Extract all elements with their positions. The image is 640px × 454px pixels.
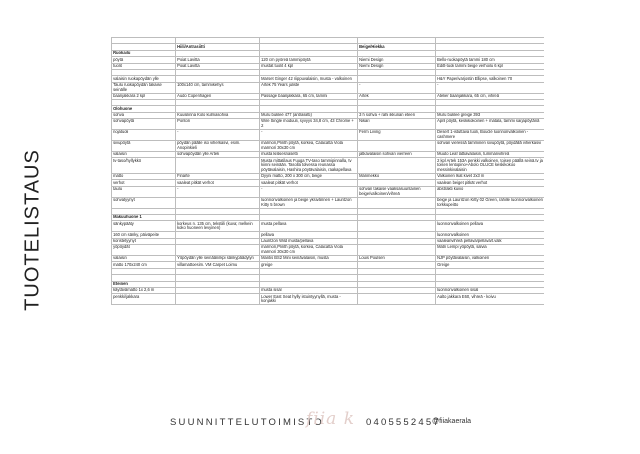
table-cell[interactable]: beige ja Lauritzon Kitty 02 Green, rahille luonnonvalkoinen torkkupeitto xyxy=(437,197,543,207)
table-cell[interactable]: mustat tuolit 4 kpl xyxy=(260,63,358,69)
table-cell[interactable]: luonnonvalkoinen pellava xyxy=(436,221,545,232)
table-cell[interactable]: Eteinen xyxy=(112,281,176,287)
table-cell[interactable]: musta pellava xyxy=(260,221,358,232)
table-cell[interactable] xyxy=(358,141,436,152)
table-cell[interactable]: Artek 75 Years juliste xyxy=(260,82,358,93)
table-cell[interactable]: 3 h sohva + rahi ikkunan eteen xyxy=(358,112,436,118)
table-cell[interactable]: käytävämatto 1x 2,6 m xyxy=(112,287,176,293)
footer-instagram: @fiiakaerala xyxy=(432,418,472,425)
table-cell[interactable]: penkki/jakkara xyxy=(112,294,176,305)
table-cell[interactable]: sänkypääty xyxy=(112,221,176,232)
table-cell[interactable]: Passage baarijakkara, 65 cm, tammi xyxy=(260,93,358,99)
table-cell[interactable]: valaisin xyxy=(112,256,176,262)
table-cell[interactable]: H&Y Paperivarjostin Ellipse, valkoinen 70 xyxy=(436,76,545,82)
table-cell[interactable]: NJP pöytävalaisin, valkoinen xyxy=(436,256,545,262)
footer xyxy=(170,411,530,435)
table-cell[interactable]: Dyyni matto, 200 x 300 cm, beige xyxy=(260,173,358,179)
table-cell[interactable]: sohvan takaise vaaksasuuntainen beige/valkoinen/vihreä xyxy=(358,186,436,197)
table-row xyxy=(112,141,545,152)
table-cell[interactable]: Muuto Leaf lattiavalaisin, tummanvihreä xyxy=(436,152,545,158)
table-cell[interactable]: Kuusilinna Kolo kulmasohva xyxy=(176,112,260,118)
table-row xyxy=(112,186,545,197)
table-cell[interactable]: Poiat Lavitta xyxy=(176,57,260,63)
table-cell[interactable]: Taulu ruokapöydän takaise seinälle xyxy=(112,82,176,93)
table-row xyxy=(112,197,545,208)
table-cell[interactable]: tv-taso/hyllykkö xyxy=(112,158,176,174)
table-cell[interactable]: Audo Copenhagen xyxy=(176,93,260,99)
table-cell[interactable]: marmori,Plinth pöytä, korkea, Calacatta Viola marmori 30x30 cm xyxy=(260,245,358,256)
table-cell[interactable]: Ruokailu xyxy=(112,50,176,56)
table-cell[interactable]: Atelier baarijakkara, 65 cm, vihreä xyxy=(436,93,545,99)
table-cell[interactable]: matto 170x240 cm xyxy=(112,262,176,268)
table-cell[interactable]: Olohuone xyxy=(112,106,176,112)
table-cell[interactable]: Muru bukleé 477 (antrasiitti) xyxy=(260,112,358,118)
table-cell[interactable]: Musta mittatilaus Fuuga TV-taso tammipinnalla, tv kiinni seinään. Tasolla tolvessa reunassa pöytävalaisin, Hashira pöytävalaisin, raakapellava xyxy=(260,158,358,174)
table-cell[interactable]: Desert 1-istuttava tuoli, Bouclé luonnonvalkoinen - cashmere xyxy=(436,130,545,141)
table-cell[interactable]: - xyxy=(260,130,358,141)
table-cell[interactable]: villamattoesim. VM Carpet Loimu xyxy=(176,262,260,268)
table-cell[interactable]: Finarte xyxy=(176,173,260,179)
table-cell[interactable]: Niemi Design xyxy=(358,57,436,63)
table-cell[interactable]: 120 cm pyöreä tammipöytä xyxy=(260,57,358,63)
table-cell[interactable]: musta kiskiesnasetti xyxy=(260,152,358,158)
table-row xyxy=(112,82,545,93)
table-cell[interactable]: Bello-ruokapöytä tammi 180 cm xyxy=(436,57,545,63)
table-cell[interactable]: vaaleat pitkät verhot xyxy=(176,180,260,186)
table-cell[interactable]: taulu xyxy=(112,186,176,197)
table-cell[interactable]: luonnonvalkoinen sisal xyxy=(436,287,545,293)
table-cell[interactable] xyxy=(358,294,436,305)
table-cell[interactable]: Louis Poulsen xyxy=(358,256,436,262)
table-cell[interactable]: Niemi Design xyxy=(358,63,436,69)
footer-brand: SUUNNITTELUTOIMISTO xyxy=(170,417,324,428)
table-cell[interactable] xyxy=(176,245,260,256)
table-row xyxy=(112,294,545,305)
table-cell[interactable]: pöydän päälle iso viherkasvi, esim. Anopinkieli xyxy=(176,141,260,152)
table-cell[interactable]: vaaleanvihreä pellava/pellava/t.valk xyxy=(436,238,545,244)
table-row xyxy=(112,221,545,232)
table-cell[interactable]: valaisin xyxy=(112,152,176,158)
table-cell[interactable]: Yöpöydän ylle seinään/ikpi sänkypäädylyn xyxy=(176,256,260,262)
table-cell[interactable]: - xyxy=(358,82,436,93)
table-cell[interactable]: sohvan vieressä tamminen sivupöytä, pöydällä viherkasvi xyxy=(436,141,545,152)
table-cell[interactable]: sohvapöytä xyxy=(112,119,176,130)
table-cell[interactable]: verhot xyxy=(112,180,176,186)
table-row xyxy=(112,130,545,141)
table-cell[interactable]: Lower East Seat hylly istuintyynyllä, musta - konjakki xyxy=(260,294,358,305)
table-cell[interactable]: Mantis BS2 Mini seinävalaisin, musta xyxy=(260,256,358,262)
table-cell[interactable]: yöpöydät xyxy=(112,245,176,256)
table-cell[interactable]: jatkavalaisin sohvan vierreen xyxy=(358,152,436,158)
table-cell[interactable]: Poiat Lavitta xyxy=(176,63,260,69)
table-cell[interactable]: 100x140 cm, tammikehys xyxy=(176,82,260,93)
table-cell[interactable]: Matri Lempi yöpöytä, salvia xyxy=(436,245,545,256)
table-cell[interactable] xyxy=(176,158,260,174)
table-cell[interactable] xyxy=(358,197,436,208)
table-cell[interactable] xyxy=(358,221,436,232)
table-cell[interactable]: marmori,Plinth pöytä, korkea, Calacatta Viola marmori 30x30 cm xyxy=(260,141,358,152)
side-title-text: TUOTELISTAUS xyxy=(21,149,44,311)
table-row xyxy=(112,119,545,130)
table-cell[interactable]: musta sisal xyxy=(260,287,358,293)
table-cell[interactable]: - xyxy=(176,186,260,197)
table-cell[interactable]: tuolit xyxy=(112,63,176,69)
table-cell[interactable]: Beige/Hiekka xyxy=(358,44,436,50)
table-cell[interactable]: greige xyxy=(260,262,358,268)
spreadsheet xyxy=(111,37,544,400)
table-cell[interactable]: vaalean beiget pitkät verhot xyxy=(436,180,545,186)
product-table-body xyxy=(112,38,545,305)
table-cell[interactable]: luonnonvalkoinen xyxy=(436,232,545,238)
table-cell[interactable]: nojatuoli xyxy=(112,130,176,141)
table-cell[interactable]: Editt-tuoli tammi beige verhoilu 6 kpl xyxy=(436,63,545,69)
table-cell[interactable] xyxy=(358,245,436,256)
table-cell[interactable]: 2 kpl Artek 153A penkki valkoinen, toisen päällä seinä.tv ja toisen lentopino+Abolo OLUCE keskikokoo messinkivalaisin xyxy=(437,157,543,172)
table-cell[interactable]: sohvapöydän ylle Artek xyxy=(176,152,260,158)
table-cell[interactable]: pöytä xyxy=(112,57,176,63)
table-cell[interactable]: Marimekko xyxy=(358,173,436,179)
table-cell[interactable]: Aalto jakkara E60, vihreä - koivu xyxy=(436,294,545,305)
table-cell[interactable]: Valkoinen Ikat kivet 2x3 m xyxy=(436,173,545,179)
table-cell[interactable]: koristetyynyt xyxy=(112,238,176,244)
table-cell[interactable] xyxy=(176,197,260,208)
product-table xyxy=(111,37,544,305)
side-title xyxy=(22,150,44,310)
table-cell[interactable]: baarijakkara 2 kpl xyxy=(112,93,176,99)
table-cell[interactable]: April pöytä, keskikokoinen + matala, tammi sarjapöytänä xyxy=(436,119,545,130)
table-cell[interactable] xyxy=(358,158,436,174)
table-cell[interactable]: luonnonvalkoinen ja beige yksivärinen + Lauritzon Kitty 5 brown xyxy=(260,197,358,208)
table-row xyxy=(112,245,545,256)
table-cell[interactable]: Greige xyxy=(436,262,545,268)
table-cell[interactable]: Ponton xyxy=(176,119,260,130)
table-cell[interactable]: 160 cm sänky, päiväpeite xyxy=(112,232,176,238)
table-cell[interactable]: abstrakti kuvio xyxy=(436,186,545,197)
table-cell[interactable]: Artek xyxy=(358,93,436,99)
table-cell[interactable] xyxy=(176,294,260,305)
table-cell[interactable]: Muru bukleé greige 393 xyxy=(436,112,545,118)
table-cell[interactable]: Nikari xyxy=(358,119,436,130)
table-cell[interactable]: - xyxy=(436,82,545,93)
table-cell[interactable]: - xyxy=(260,186,358,197)
table-cell[interactable]: sohvatyynyt xyxy=(112,197,176,208)
table-cell[interactable]: korkeus n. 135 cm, tekstiili (kuva; melkein koko huoneen levyinen) xyxy=(176,221,260,232)
footer-phone: 0405552457 xyxy=(366,417,441,428)
table-cell[interactable]: sivupöytä xyxy=(112,141,176,152)
table-row xyxy=(112,158,545,174)
table-cell[interactable]: Lauritzon Wild musta/pellava xyxy=(260,238,358,244)
table-cell[interactable]: Marset Ginger 42 riippuvalaisin, musta - valkoinen xyxy=(260,76,358,82)
table-cell[interactable]: Makuuhuone 1 xyxy=(112,215,176,221)
table-cell[interactable]: - xyxy=(176,130,260,141)
table-cell[interactable]: pellava xyxy=(260,232,358,238)
table-cell[interactable]: Hiili/Antrasiitti xyxy=(176,44,260,50)
table-cell[interactable]: Ferm Living xyxy=(358,130,436,141)
signature-logo: fiia k xyxy=(306,409,356,429)
table-row xyxy=(112,256,545,262)
table-cell[interactable]: Wire Single moduuli, syvyys 34,8 cm, 43 Chrome + 2 xyxy=(260,119,358,130)
table-cell[interactable]: valaisin ruokapöydän ylle xyxy=(112,76,176,82)
table-cell[interactable]: sohva xyxy=(112,112,176,118)
table-cell[interactable]: vaaleat pitkät verhot xyxy=(260,180,358,186)
table-cell[interactable]: matto xyxy=(112,173,176,179)
